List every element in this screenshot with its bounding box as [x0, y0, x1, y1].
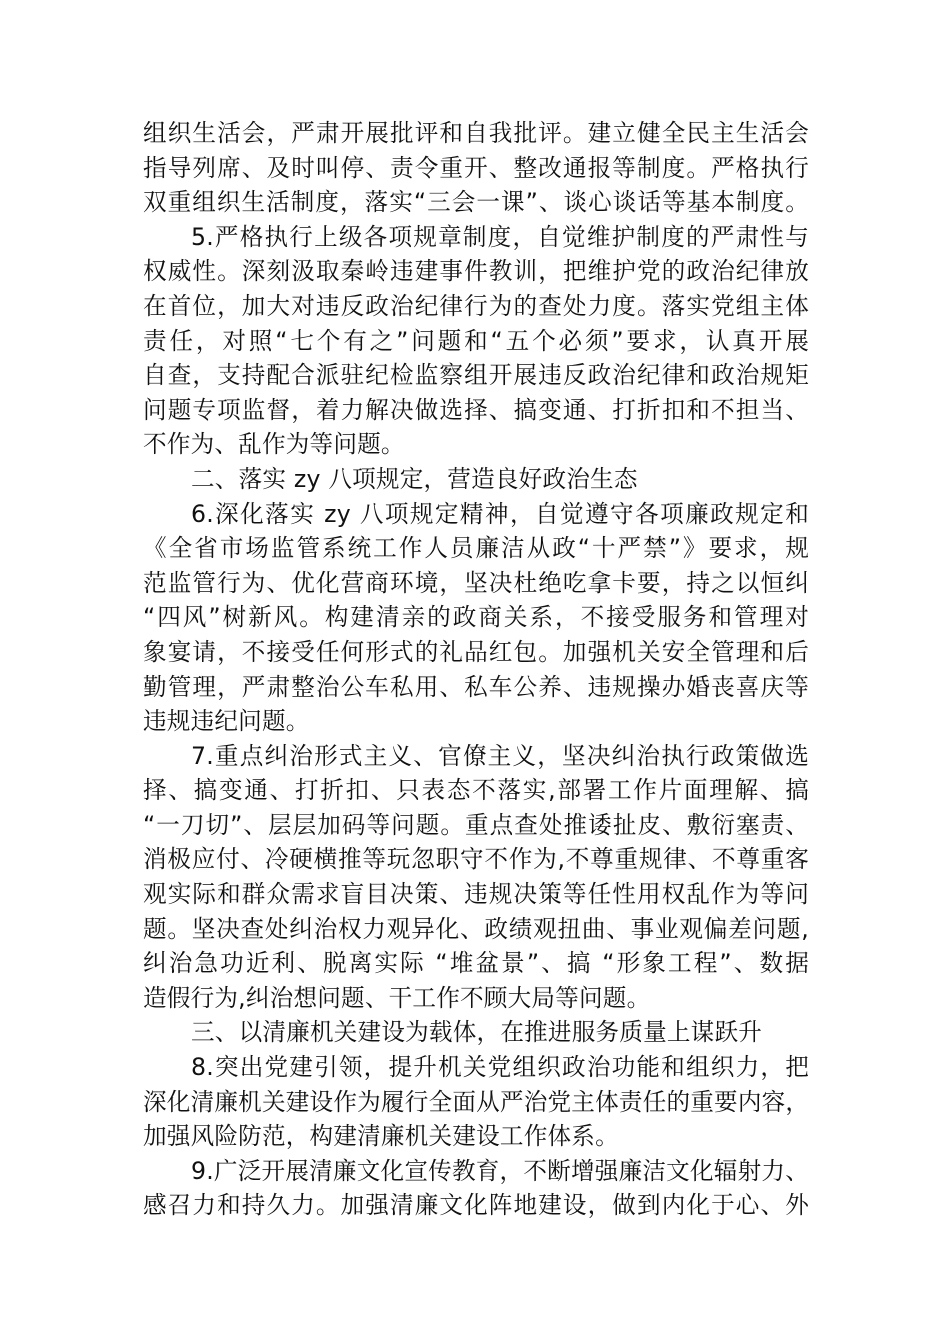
text-line: 纠治急功近利、脱离实际 “堆盆景”、搞 “形象工程”、数据 — [143, 949, 809, 978]
text-line: 组织生活会，严肃开展批评和自我批评。建立健全民主生活会 — [143, 119, 809, 147]
text-line: 象宴请，不接受任何形式的礼品红包。加强机关安全管理和后 — [143, 637, 809, 666]
text-line: 范监管行为、优化营商环境，坚决杜绝吃拿卡要，持之以恒纠 — [143, 568, 809, 597]
text-line: 感召力和持久力。加强清廉文化阵地建设，做到内化于心、外 — [143, 1191, 809, 1220]
text-line: 三、以清廉机关建设为载体，在推进服务质量上谋跃升 — [191, 1018, 763, 1047]
text-line: 二、落实 zy 八项规定，营造良好政治生态 — [191, 464, 638, 493]
body-text — [143, 116, 809, 1223]
text-line: 双重组织生活制度，落实“三会一课”、谈心谈话等基本制度。 — [143, 188, 809, 217]
text-line: “一刀切”、层层加码等问题。重点查处推诿扯皮、敷衍塞责、 — [143, 810, 809, 839]
text-line: 不作为、乱作为等问题。 — [143, 430, 405, 459]
text-line: 观实际和群众需求盲目决策、违规决策等任性用权乱作为等问 — [143, 880, 809, 909]
text-line: 题。坚决查处纠治权力观异化、政绩观扭曲、事业观偏差问题, — [143, 914, 809, 943]
text-line: 造假行为,纠治想问题、干工作不顾大局等问题。 — [143, 983, 651, 1012]
text-line: 违规违纪问题。 — [143, 707, 310, 736]
text-line: 问题专项监督，着力解决做选择、搞变通、打折扣和不担当、 — [143, 395, 809, 424]
text-line: 7.重点纠治形式主义、官僚主义，坚决纠治执行政策做选 — [191, 741, 809, 770]
text-line: 自查，支持配合派驻纪检监察组开展违反政治纪律和政治规矩 — [143, 361, 809, 390]
text-line: 加强风险防范，构建清廉机关建设工作体系。 — [143, 1122, 619, 1151]
text-line: 6.深化落实 zy 八项规定精神，自觉遵守各项廉政规定和 — [191, 499, 809, 528]
text-line: 勤管理，严肃整治公车私用、私车公养、违规操办婚丧喜庆等 — [143, 672, 809, 701]
text-line: 择、搞变通、打折扣、只表态不落实,部署工作片面理解、搞 — [143, 776, 809, 805]
text-line: 深化清廉机关建设作为履行全面从严治党主体责任的重要内容， — [143, 1087, 810, 1116]
text-line: 《全省市场监管系统工作人员廉洁从政“十严禁”》要求，规 — [143, 534, 809, 563]
text-line: 指导列席、及时叫停、责令重开、整改通报等制度。严格执行 — [143, 153, 809, 182]
text-line: 权威性。深刻汲取秦岭违建事件教训，把维护党的政治纪律放 — [143, 257, 809, 286]
text-line: “四风”树新风。构建清亲的政商关系，不接受服务和管理对 — [143, 603, 809, 632]
text-line: 5.严格执行上级各项规章制度，自觉维护制度的严肃性与 — [191, 222, 809, 251]
text-line: 9.广泛开展清廉文化宣传教育，不断增强廉洁文化辐射力、 — [191, 1156, 809, 1185]
text-line: 8.突出党建引领，提升机关党组织政治功能和组织力，把 — [191, 1053, 809, 1082]
text-line: 在首位，加大对违反政治纪律行为的查处力度。落实党组主体 — [143, 291, 809, 320]
text-line: 消极应付、冷硬横推等玩忽职守不作为,不尊重规律、不尊重客 — [143, 845, 809, 874]
text-line: 责任，对照“七个有之”问题和“五个必须”要求，认真开展 — [143, 326, 809, 355]
